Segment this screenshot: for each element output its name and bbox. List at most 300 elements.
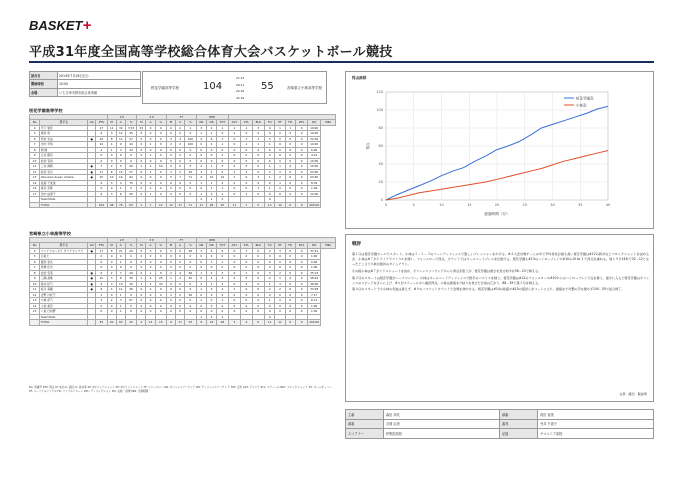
total-cell — [30, 320, 40, 326]
table-cell: 0 — [196, 276, 206, 282]
table-cell: 13 — [30, 175, 40, 181]
table-cell: 2 — [196, 164, 206, 170]
table-cell: 6 — [206, 248, 216, 254]
table-cell: 19:00 — [308, 142, 321, 148]
table-cell: 0 — [176, 180, 185, 186]
total-cell: 55 — [96, 320, 107, 326]
total-cell: TOTAL — [40, 202, 88, 208]
total-cell: 63 — [125, 202, 136, 208]
table-cell: 大城 花乃 — [40, 298, 88, 304]
table-cell: 1 — [275, 276, 285, 282]
table-cell: 3 — [146, 281, 155, 287]
table-cell: 0 — [275, 158, 285, 164]
table-cell: 6 — [206, 136, 216, 142]
table-cell: 1 — [241, 125, 252, 131]
table-cell: 1 — [146, 270, 155, 276]
table-cell: 10:00 — [308, 131, 321, 137]
table-cell: 0 — [252, 276, 265, 282]
table-cell: 0 — [265, 314, 275, 320]
table-cell: 2 — [146, 142, 155, 148]
table-cell: 0 — [155, 191, 166, 197]
table-cell: 0 — [146, 136, 155, 142]
quarter-scores — [236, 75, 244, 101]
review-signature: 文責：濱田 聡美男 — [619, 392, 647, 396]
column-header: AST — [228, 243, 241, 249]
data-point — [508, 176, 509, 177]
column-header: % — [185, 243, 196, 249]
table-cell: 3 — [107, 131, 116, 137]
total-cell: 104 — [96, 202, 107, 208]
review-paragraph: その後小林は#７がミドルシュートを決め、オフェンスリバウンドからも得点を狙うが、桜花学園は強さを見せ前半を56－23で終える。 — [352, 269, 542, 273]
table-cell: 1 — [116, 303, 125, 309]
table-cell: 江村 優有 — [40, 153, 88, 159]
data-point — [541, 128, 542, 129]
table-cell: 6 — [96, 131, 107, 137]
table-cell: 1 — [146, 191, 155, 197]
table-cell: 2 — [166, 142, 175, 148]
table-cell: 2 — [206, 142, 216, 148]
info-row — [30, 72, 141, 80]
table-cell: 35:13 — [308, 270, 321, 276]
table-cell: 0 — [176, 309, 185, 315]
table-cell: 0 — [137, 147, 146, 153]
table-cell: 14 — [116, 169, 125, 175]
table-cell: 3 — [116, 147, 125, 153]
table-cell: 1 — [206, 180, 216, 186]
column-header: M — [107, 120, 116, 126]
table-cell: 田中 由津子 — [40, 191, 88, 197]
table-cell: 0 — [241, 265, 252, 271]
table-cell: 1 — [265, 298, 275, 304]
table-cell: 0 — [241, 164, 252, 170]
column-header: % — [155, 243, 166, 249]
table-cell: 1 — [265, 175, 275, 181]
table-cell: 4 — [217, 287, 228, 293]
official-role: 副審 — [346, 419, 384, 429]
table-cell: 0 — [252, 303, 265, 309]
total-cell: 5 — [252, 202, 265, 208]
table-cell: 0 — [265, 259, 275, 265]
table-cell: 0 — [137, 298, 146, 304]
column-header: No — [30, 243, 40, 249]
table-cell: 1 — [166, 276, 175, 282]
y-tick-label: 100 — [376, 108, 383, 112]
data-point — [585, 156, 586, 157]
total-cell: 28 — [217, 320, 228, 326]
table-cell: 0 — [252, 270, 265, 276]
table-cell: 0 — [196, 147, 206, 153]
table-cell: 9 — [30, 153, 40, 159]
abbreviation-legend: No: 背番号 PTS: 得点 M: 成功 A: 試投 %: 成功率 2P: 2ポイントショット 3P: 3ポイントショット FT: フリースロー OR: オフェンスリバウンド DR: ディフェンスリバウンド TOT: 合計 AST: アシスト STL: スティール BLK: ブロックショット TO: ターンオーバー PF: パーソナルファウル FD: ファウルドローン DFL: ディフレクション DQ: 失格・退場 MIN: 出場時間 — [29, 386, 332, 393]
table-cell: 1 — [265, 281, 275, 287]
table-cell: 0 — [185, 254, 196, 260]
official-role: 副審 — [500, 410, 538, 420]
info-row — [30, 80, 141, 88]
table-cell: 八坂 日向野 — [40, 309, 88, 315]
table-cell: 0 — [228, 309, 241, 315]
table-cell: 14 — [30, 180, 40, 186]
table-cell: 0 — [252, 158, 265, 164]
x-tick-label: 20 — [494, 203, 500, 207]
table-cell: 0 — [265, 265, 275, 271]
table-cell: 0 — [275, 147, 285, 153]
table-cell: 30 — [116, 125, 125, 131]
column-header: M — [137, 243, 146, 249]
total-cell: 0 — [285, 202, 295, 208]
table-cell: 0 — [137, 136, 146, 142]
table-cell: 0 — [196, 254, 206, 260]
table-cell: 11 — [30, 164, 40, 170]
table-cell: 0 — [206, 265, 216, 271]
table-cell: 1 — [107, 147, 116, 153]
table-cell: 1 — [252, 186, 265, 192]
table-cell: 0 — [155, 136, 166, 142]
table-cell: 0 — [146, 254, 155, 260]
table-cell: 0 — [196, 303, 206, 309]
table-cell: 0 — [176, 281, 185, 287]
table-cell: 50 — [125, 191, 136, 197]
table-cell: 1 — [217, 153, 228, 159]
total-cell: 9 — [196, 320, 206, 326]
column-header: DFL — [295, 243, 308, 249]
table-cell: 10 — [30, 158, 40, 164]
column-header: TO — [265, 243, 275, 249]
table-cell: 2 — [176, 292, 185, 298]
table-cell: 5 — [217, 169, 228, 175]
data-point — [530, 135, 531, 136]
column-header: TOT — [217, 120, 228, 126]
total-cell — [88, 320, 96, 326]
data-point — [597, 153, 598, 154]
table-cell: 6 — [96, 270, 107, 276]
table-cell: 0 — [137, 180, 146, 186]
table-cell: 0 — [228, 153, 241, 159]
total-cell: 7 — [241, 202, 252, 208]
table-cell: 0 — [285, 254, 295, 260]
table-cell: 0 — [166, 303, 175, 309]
table-cell: 6 — [30, 136, 40, 142]
table-cell: 0 — [146, 175, 155, 181]
table-cell: 0 — [137, 270, 146, 276]
x-tick-label: 15 — [467, 203, 472, 207]
total-cell: 28 — [206, 202, 216, 208]
table-cell: 2 — [166, 270, 175, 276]
table-cell: 0 — [252, 292, 265, 298]
info-label: 試合日 — [30, 72, 58, 80]
group-header: REB — [196, 238, 228, 243]
team-b-name: 宮崎県立小林高等学校 — [287, 86, 322, 90]
y-tick-label: 120 — [376, 90, 383, 94]
table-cell: 0 — [96, 259, 107, 265]
table-cell: 1 — [241, 169, 252, 175]
table-cell: 10 — [107, 175, 116, 181]
table-cell: 0 — [176, 303, 185, 309]
table-cell: 6 — [96, 191, 107, 197]
table-cell: 6:00 — [308, 147, 321, 153]
column-header: % — [185, 120, 196, 126]
table-cell: 1:00 — [308, 265, 321, 271]
table-cell: 1 — [206, 197, 216, 203]
review-body — [352, 252, 649, 294]
total-cell: 20 — [107, 320, 116, 326]
total-cell: 19 — [206, 320, 216, 326]
table-cell: 0 — [285, 248, 295, 254]
table-cell: 1 — [137, 276, 146, 282]
table-cell: 0 — [185, 153, 196, 159]
data-point — [519, 141, 520, 142]
table-cell: 0 — [125, 292, 136, 298]
table-cell: ● — [88, 270, 96, 276]
table-cell: 1 — [196, 270, 206, 276]
data-point — [552, 165, 553, 166]
table-cell: ● — [88, 248, 96, 254]
table-cell: 0 — [137, 292, 146, 298]
table-cell: 0 — [228, 270, 241, 276]
table-cell: 17 — [30, 191, 40, 197]
column-header: DFL — [295, 120, 308, 126]
table-cell: 0 — [252, 180, 265, 186]
group-header: FT — [166, 238, 196, 243]
table-cell: 4 — [176, 270, 185, 276]
table-cell: 8 — [107, 169, 116, 175]
table-cell: 0 — [206, 191, 216, 197]
table-cell: 0 — [137, 175, 146, 181]
table-cell: 0 — [166, 259, 175, 265]
data-point — [452, 171, 453, 172]
total-cell: 17 — [196, 202, 206, 208]
chart-canvas — [346, 72, 655, 230]
table-cell: 0 — [252, 169, 265, 175]
table-cell: 37:21 — [308, 248, 321, 254]
table-cell: 7 — [116, 270, 125, 276]
table-cell: 0 — [185, 287, 196, 293]
table-cell: 0 — [241, 309, 252, 315]
table-cell: 0 — [295, 164, 308, 170]
table-cell: 4 — [196, 136, 206, 142]
quarter-4-score: 24-16 — [236, 95, 245, 100]
table-cell: 0 — [137, 248, 146, 254]
data-point — [397, 194, 398, 195]
table-cell: 0 — [155, 292, 166, 298]
table-cell: 2 — [206, 125, 216, 131]
x-tick-label: 0 — [384, 203, 388, 207]
table-cell: 0 — [285, 276, 295, 282]
table-cell: 0 — [125, 303, 136, 309]
column-header: DQ — [308, 243, 321, 249]
table-cell: 2 — [176, 125, 185, 131]
data-point — [474, 161, 475, 162]
table-cell: 0 — [241, 180, 252, 186]
table-cell: 0 — [228, 298, 241, 304]
table-cell: 0 — [125, 186, 136, 192]
review-paragraph: 第４Ｑのスタートでも小林の気迫は衰えず、#９のバスケットカウントで会場を沸かせる。桜花学園は#14の佐藤や#15の富田らがコートに立ち、最後まで攻撃の手を緩めず104－55で試合終了。 — [352, 287, 625, 292]
column-header: MIN — [320, 243, 335, 249]
column-header: OR — [196, 120, 206, 126]
column-header: A — [146, 120, 155, 126]
table-cell: 0 — [185, 164, 196, 170]
logo-text: BASKET — [29, 18, 83, 33]
table-cell: 0 — [155, 248, 166, 254]
table-cell: 33 — [125, 147, 136, 153]
table-cell: 0 — [155, 254, 166, 260]
table-cell: 0 — [206, 303, 216, 309]
table-cell: 0 — [295, 186, 308, 192]
x-tick-label: 30 — [550, 203, 555, 207]
table-cell: 0 — [155, 303, 166, 309]
table-cell: 0 — [176, 265, 185, 271]
table-cell: 0 — [155, 298, 166, 304]
table-cell: 0 — [206, 309, 216, 315]
table-cell: 3 — [107, 281, 116, 287]
table-cell: 0 — [155, 142, 166, 148]
total-cell: 12 — [275, 202, 285, 208]
table-cell: 6:11 — [308, 298, 321, 304]
table-cell: 21 — [116, 248, 125, 254]
table-cell: 0 — [228, 147, 241, 153]
table-cell: 0 — [196, 158, 206, 164]
table-cell: 0 — [275, 136, 285, 142]
table-cell: 17 — [96, 169, 107, 175]
table-cell: 0 — [241, 303, 252, 309]
table-cell: 5 — [166, 248, 175, 254]
table-cell: 0 — [265, 254, 275, 260]
table-cell: 2 — [196, 281, 206, 287]
table-cell: 0 — [252, 254, 265, 260]
table-cell: 5 — [166, 175, 175, 181]
table-cell: 1 — [228, 169, 241, 175]
table-cell: 1 — [137, 281, 146, 287]
table-cell: 0 — [285, 309, 295, 315]
official-name: 伊集院高校 — [384, 429, 500, 439]
table-cell: 0 — [265, 125, 275, 131]
table-cell: 0 — [295, 276, 308, 282]
table-cell: 0 — [176, 147, 185, 153]
table-cell: 3 — [217, 314, 228, 320]
table-cell: 0 — [217, 309, 228, 315]
data-point — [530, 171, 531, 172]
table-cell: 0 — [96, 254, 107, 260]
table-cell: 50 — [185, 169, 196, 175]
table-cell: 0 — [285, 265, 295, 271]
table-cell: 0 — [295, 281, 308, 287]
table-cell: 3 — [275, 281, 285, 287]
total-cell: 13 — [265, 202, 275, 208]
table-cell: 30 — [125, 281, 136, 287]
table-cell: 1 — [116, 309, 125, 315]
table-cell: 1 — [241, 270, 252, 276]
table-cell: 0 — [252, 298, 265, 304]
table-cell: 0 — [285, 270, 295, 276]
official-name: 寺井 千恵子 — [538, 419, 654, 429]
table-cell: 徳永 紀乃 — [40, 281, 88, 287]
table-cell: 0 — [265, 153, 275, 159]
table-cell: ● — [88, 287, 96, 293]
total-cell: 0 — [295, 320, 308, 326]
column-header: A — [176, 243, 185, 249]
group-header: 2 P — [107, 115, 137, 120]
table-cell: 12 — [30, 169, 40, 175]
total-cell: 1 — [137, 202, 146, 208]
table-cell: 7 — [96, 164, 107, 170]
score-progression-chart — [345, 71, 654, 229]
table-cell: 10 — [96, 142, 107, 148]
total-cell: 53 — [185, 320, 196, 326]
data-point — [463, 185, 464, 186]
table-cell: 0 — [176, 131, 185, 137]
table-cell: 1 — [285, 125, 295, 131]
table-cell: 0 — [125, 309, 136, 315]
table-cell: 0 — [265, 158, 275, 164]
table-cell: 馬場 佳未 — [40, 265, 88, 271]
column-header: 選手名 — [40, 120, 88, 126]
table-cell: 園田 金丸 — [40, 259, 88, 265]
column-header: DR — [206, 120, 216, 126]
table-cell: 3 — [206, 287, 216, 293]
table-cell: 0 — [155, 125, 166, 131]
table-cell: 19:00 — [308, 164, 321, 170]
y-tick-label: 40 — [378, 162, 383, 166]
data-point — [474, 183, 475, 184]
table-cell: 0 — [155, 153, 166, 159]
table-cell: 0 — [295, 158, 308, 164]
table-cell: 0 — [275, 191, 285, 197]
table-cell: 1 — [206, 186, 216, 192]
table-cell: 0 — [166, 164, 175, 170]
table-cell: 2 — [196, 197, 206, 203]
table-cell: 10:00 — [308, 158, 321, 164]
table-cell: 2 — [275, 270, 285, 276]
table-cell: 6 — [30, 259, 40, 265]
table-cell: 1 — [228, 287, 241, 293]
table-cell: 0 — [217, 131, 228, 137]
table-cell: 0 — [155, 147, 166, 153]
table-cell: 西村 光由 — [40, 136, 88, 142]
table-cell: 0 — [166, 298, 175, 304]
table-cell: 0 — [166, 309, 175, 315]
column-header: MIN — [320, 120, 335, 126]
table-cell: 0 — [285, 136, 295, 142]
table-cell: 3 — [107, 180, 116, 186]
group-header: FT — [166, 115, 196, 120]
table-cell: 2 — [275, 175, 285, 181]
logo-plus: + — [82, 17, 92, 34]
table-cell: 0 — [146, 125, 155, 131]
table-cell: 0 — [228, 254, 241, 260]
table-cell: 8 — [30, 147, 40, 153]
table-cell: 0 — [107, 186, 116, 192]
table-cell: 1 — [252, 142, 265, 148]
total-cell: 2 — [137, 320, 146, 326]
x-tick-label: 35 — [578, 203, 583, 207]
table-cell: 0 — [275, 131, 285, 137]
table-cell: 2 — [265, 287, 275, 293]
table-cell: TeamStats — [40, 314, 88, 320]
table-cell: 0 — [137, 303, 146, 309]
table-cell: 0 — [252, 131, 265, 137]
table-cell: 0 — [155, 265, 166, 271]
table-cell: 14 — [116, 136, 125, 142]
table-cell: 0 — [196, 309, 206, 315]
table-cell: 1 — [241, 191, 252, 197]
table-cell: 7 — [30, 265, 40, 271]
table-cell: 0 — [228, 158, 241, 164]
table-cell: 0 — [206, 292, 216, 298]
table-cell: 0 — [228, 265, 241, 271]
official-role: 記録 — [500, 429, 538, 439]
table-cell: 0 — [285, 131, 295, 137]
table-cell: 2 — [228, 276, 241, 282]
data-point — [486, 182, 487, 183]
